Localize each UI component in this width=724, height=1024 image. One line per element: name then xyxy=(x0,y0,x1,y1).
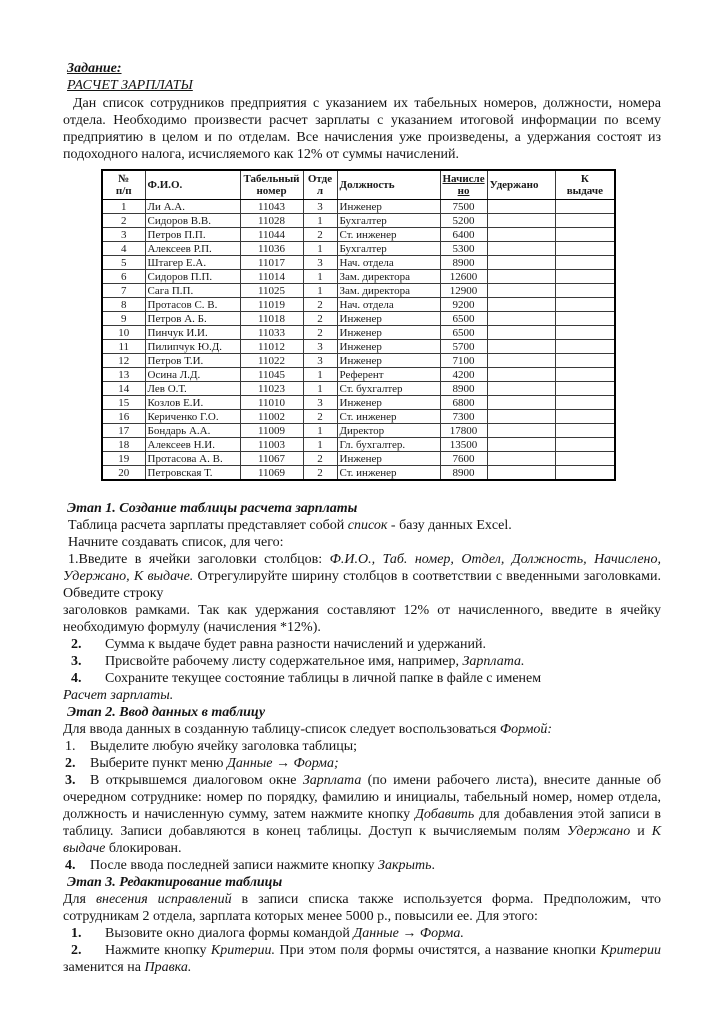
table-cell: Ст. инженер xyxy=(337,410,440,424)
intro-section xyxy=(63,95,661,163)
text-run: - базу данных Excel. xyxy=(387,518,512,533)
table-cell xyxy=(555,256,615,270)
table-row xyxy=(102,312,615,326)
table-cell: 11012 xyxy=(240,340,303,354)
text-run: список xyxy=(347,518,388,533)
text-run: Начните создавать список, для чего: xyxy=(68,535,284,550)
table-cell xyxy=(487,424,555,438)
table-cell: 4 xyxy=(102,242,145,256)
table-cell: 6400 xyxy=(440,228,487,242)
text-run: в записи списка также используется форма. Предположим, что сотрудникам 2 отдела, зарплата которых менее 5000 р., повысили ее. Для этого: xyxy=(63,892,661,924)
text-run: Сумма к выдаче будет равна разности начислений и удержаний. xyxy=(105,637,486,652)
table-cell: 13 xyxy=(102,368,145,382)
table-cell: Сага П.П. xyxy=(145,284,240,298)
table-row xyxy=(102,382,615,396)
table-cell: 11022 xyxy=(240,354,303,368)
column-header-label: Должность xyxy=(339,179,395,191)
table-cell: 11028 xyxy=(240,214,303,228)
table-cell xyxy=(487,298,555,312)
text-run: Критерии xyxy=(600,943,661,958)
text-run: Правка. xyxy=(144,960,192,975)
table-cell: 1 xyxy=(102,200,145,214)
table-cell: 2 xyxy=(303,410,337,424)
table-cell: Ст. инженер xyxy=(337,228,440,242)
column-header xyxy=(303,170,337,200)
table-cell: 1 xyxy=(303,368,337,382)
table-cell xyxy=(487,270,555,284)
table-cell: 12900 xyxy=(440,284,487,298)
text-run: После ввода последней записи нажмите кнопку xyxy=(90,858,379,873)
table-cell xyxy=(487,466,555,481)
table-cell: 1 xyxy=(303,438,337,452)
text-run: Добавить xyxy=(414,807,475,822)
table-cell: 13500 xyxy=(440,438,487,452)
table-cell: 11009 xyxy=(240,424,303,438)
table-cell: 3 xyxy=(303,200,337,214)
doc-title: Задание: xyxy=(67,61,122,76)
table-cell: 11023 xyxy=(240,382,303,396)
table-cell: 6 xyxy=(102,270,145,284)
text-run: Для ввода данных в созданную таблицу-список следует воспользоваться xyxy=(63,722,500,737)
table-cell xyxy=(555,396,615,410)
text-run: Выделите любую ячейку заголовка таблицы; xyxy=(90,739,358,754)
column-header-label: Табельный номер xyxy=(243,173,300,197)
table-cell xyxy=(555,312,615,326)
text-run: Ф.И.О., Таб. номер, Отдел, Должность, Начислено, Удержано, К выдаче. xyxy=(63,552,661,584)
table-row xyxy=(102,228,615,242)
text-run: Сохраните текущее состояние таблицы в личной папке в файле с именем xyxy=(105,671,542,686)
table-cell xyxy=(487,354,555,368)
paragraph xyxy=(63,721,661,738)
table-cell: 11017 xyxy=(240,256,303,270)
paragraph xyxy=(63,602,661,636)
table-cell: Алексеев Р.П. xyxy=(145,242,240,256)
table-cell xyxy=(487,242,555,256)
table-cell xyxy=(555,354,615,368)
table-cell: Бондарь А.А. xyxy=(145,424,240,438)
table-row xyxy=(102,256,615,270)
table-cell: 16 xyxy=(102,410,145,424)
table-row xyxy=(102,368,615,382)
column-header xyxy=(145,170,240,200)
table-cell xyxy=(555,298,615,312)
table-cell: Референт xyxy=(337,368,440,382)
list-item xyxy=(63,755,661,772)
list-item xyxy=(63,772,661,857)
table-cell xyxy=(487,438,555,452)
table-cell xyxy=(487,214,555,228)
table-cell: Алексеев Н.И. xyxy=(145,438,240,452)
column-header-label: Начисле но xyxy=(442,173,485,197)
table-cell: Протасов С. В. xyxy=(145,298,240,312)
table-cell: Осина Л.Д. xyxy=(145,368,240,382)
table-cell: 2 xyxy=(303,326,337,340)
table-cell: 12600 xyxy=(440,270,487,284)
table-cell: 17 xyxy=(102,424,145,438)
table-cell: 20 xyxy=(102,466,145,481)
table-cell: Инженер xyxy=(337,340,440,354)
table-cell: 11043 xyxy=(240,200,303,214)
table-cell xyxy=(487,312,555,326)
text-run: Выберите пункт меню xyxy=(90,756,227,771)
table-cell xyxy=(487,382,555,396)
table-cell: Петровская Т. xyxy=(145,466,240,481)
list-number: 3. xyxy=(71,654,82,669)
section-heading xyxy=(63,874,661,891)
table-cell: Зам. директора xyxy=(337,270,440,284)
table-row xyxy=(102,284,615,298)
text-run: При этом поля формы очистятся, а название кнопки xyxy=(275,943,601,958)
table-cell: Пилипчук Ю.Д. xyxy=(145,340,240,354)
salary-table xyxy=(101,169,616,481)
table-cell: 7 xyxy=(102,284,145,298)
table-row xyxy=(102,410,615,424)
table-cell: 11019 xyxy=(240,298,303,312)
table-cell: 11033 xyxy=(240,326,303,340)
text-run: блокирован. xyxy=(105,841,182,856)
list-item xyxy=(63,942,661,976)
text-run: Присвойте рабочему листу содержательное имя, например, xyxy=(105,654,463,669)
text-run: Дан список сотрудников предприятия с указанием их табельных номеров, должности, номера отдела. Необходимо произвести расчет зарплаты с указанием итоговой информации по всему предприятию в целом и по отделам. Все начисления уже произведены, а удержания состоят из подоходного налога, исчисляемого как 12% от суммы начислений. xyxy=(63,96,661,162)
table-cell: 2 xyxy=(303,298,337,312)
table-cell: 9200 xyxy=(440,298,487,312)
text-run: (по имени рабочего листа), внесите данные об очередном сотруднике: номер по порядку, фамилию и инициалы, табельный номер, номер отдела, должность и начисленную сумму, затем нажмите кнопку xyxy=(63,773,662,822)
text-run: В открывшемся диалоговом окне xyxy=(90,773,303,788)
column-header-label: К выдаче xyxy=(566,173,603,197)
text-run: Зарплата xyxy=(302,773,362,788)
table-cell: 14 xyxy=(102,382,145,396)
table-cell xyxy=(487,340,555,354)
column-header xyxy=(555,170,615,200)
text-run: Удержано xyxy=(567,824,631,839)
paragraph xyxy=(63,551,661,602)
list-item xyxy=(63,670,661,687)
table-cell: Зам. директора xyxy=(337,284,440,298)
table-cell xyxy=(555,382,615,396)
list-number: 1. xyxy=(71,926,82,941)
text-run: Расчет зарплаты. xyxy=(63,688,174,703)
text-run: Для xyxy=(63,892,96,907)
table-cell: 11044 xyxy=(240,228,303,242)
table-cell: Гл. бухгалтер. xyxy=(337,438,440,452)
table-row xyxy=(102,270,615,284)
table-cell xyxy=(487,200,555,214)
text-run: заменится на xyxy=(63,960,145,975)
table-cell: 1 xyxy=(303,424,337,438)
table-cell: Инженер xyxy=(337,452,440,466)
table-cell: 8900 xyxy=(440,466,487,481)
text-run: Данные → Форма; xyxy=(226,756,339,771)
table-cell: 11003 xyxy=(240,438,303,452)
paragraph xyxy=(63,687,661,704)
table-cell xyxy=(555,466,615,481)
table-row xyxy=(102,340,615,354)
table-cell: 11069 xyxy=(240,466,303,481)
table-cell: Лев О.Т. xyxy=(145,382,240,396)
text-run: . xyxy=(431,858,435,873)
list-number: 3. xyxy=(65,773,76,788)
column-header-label: Ф.И.О. xyxy=(147,179,183,191)
table-cell: 7500 xyxy=(440,200,487,214)
table-cell: Пинчук И.И. xyxy=(145,326,240,340)
text-run: Закрыть xyxy=(378,858,432,873)
text-run: Вызовите окно диалога формы командой xyxy=(105,926,354,941)
table-cell xyxy=(555,452,615,466)
table-cell: 11018 xyxy=(240,312,303,326)
table-cell: 2 xyxy=(303,466,337,481)
table-cell: Бухгалтер xyxy=(337,214,440,228)
table-cell: Бухгалтер xyxy=(337,242,440,256)
table-cell: Инженер xyxy=(337,312,440,326)
table-cell xyxy=(555,424,615,438)
table-cell: 11067 xyxy=(240,452,303,466)
table-cell: 5200 xyxy=(440,214,487,228)
list-number: 4. xyxy=(71,671,82,686)
table-cell: Инженер xyxy=(337,354,440,368)
list-number: 2. xyxy=(71,943,82,958)
table-cell xyxy=(487,368,555,382)
table-row xyxy=(102,354,615,368)
table-cell xyxy=(555,228,615,242)
list-number: 2. xyxy=(65,756,76,771)
table-cell: 3 xyxy=(102,228,145,242)
header-row xyxy=(102,170,615,200)
table-cell: Кериченко Г.О. xyxy=(145,410,240,424)
table-cell: Инженер xyxy=(337,200,440,214)
table-cell xyxy=(555,410,615,424)
list-item xyxy=(63,738,661,755)
text-run: Нажмите кнопку xyxy=(105,943,211,958)
table-cell: 11036 xyxy=(240,242,303,256)
paragraph xyxy=(63,517,661,534)
table-cell: 15 xyxy=(102,396,145,410)
table-cell xyxy=(555,340,615,354)
table-cell xyxy=(555,326,615,340)
text-run: Данные → Форма. xyxy=(353,926,464,941)
table-cell: 2 xyxy=(102,214,145,228)
table-row xyxy=(102,452,615,466)
table-cell: 12 xyxy=(102,354,145,368)
table-cell: 1 xyxy=(303,242,337,256)
table-cell xyxy=(555,270,615,284)
table-cell: 6500 xyxy=(440,312,487,326)
table-cell xyxy=(555,284,615,298)
table-cell: 6500 xyxy=(440,326,487,340)
table-cell: Ст. бухгалтер xyxy=(337,382,440,396)
section-heading xyxy=(63,704,661,721)
list-number: 2. xyxy=(71,637,82,652)
table-cell xyxy=(555,368,615,382)
list-number: 4. xyxy=(65,858,76,873)
table-cell: 1 xyxy=(303,382,337,396)
table-cell: 11025 xyxy=(240,284,303,298)
table-body xyxy=(102,200,615,481)
table-cell: Нач. отдела xyxy=(337,298,440,312)
table-cell: 11002 xyxy=(240,410,303,424)
table-cell: 6800 xyxy=(440,396,487,410)
text-run: Отрегулируйте ширину столбцов в соответствии с введенными заголовками. Обведите строку xyxy=(63,569,661,601)
text-run: К выдаче xyxy=(63,824,661,856)
text-run: Таблица расчета зарплаты представляет собой xyxy=(68,518,348,533)
table-cell xyxy=(555,438,615,452)
table-cell: 10 xyxy=(102,326,145,340)
table-cell: 1 xyxy=(303,270,337,284)
table-cell xyxy=(487,410,555,424)
table-row xyxy=(102,438,615,452)
text-run: заголовков рамками. Так как удержания составляют 12% от начисленного, введите в ячейку необходимую формулу (начисления *12%). xyxy=(63,603,661,635)
table-cell: 11010 xyxy=(240,396,303,410)
table-cell: 4200 xyxy=(440,368,487,382)
table-cell: Инженер xyxy=(337,326,440,340)
table-cell: 2 xyxy=(303,452,337,466)
table-cell: Сидоров П.П. xyxy=(145,270,240,284)
table-cell xyxy=(555,242,615,256)
list-item xyxy=(63,925,661,942)
text-run: внесения исправлений xyxy=(95,892,232,907)
table-row xyxy=(102,214,615,228)
table-cell: 7600 xyxy=(440,452,487,466)
text-run: Зарплата. xyxy=(462,654,525,669)
paragraph xyxy=(63,95,661,163)
text-run: Критерии. xyxy=(210,943,276,958)
table-cell: 18 xyxy=(102,438,145,452)
table-cell: Инженер xyxy=(337,396,440,410)
list-item xyxy=(63,636,661,653)
table-cell: Директор xyxy=(337,424,440,438)
table-row xyxy=(102,424,615,438)
table-cell: 5700 xyxy=(440,340,487,354)
text-run: Этап 1. Создание таблицы расчета зарплаты xyxy=(67,501,358,516)
column-header-label: Удержано xyxy=(489,179,539,191)
table-row xyxy=(102,466,615,481)
table-cell: Протасова А. В. xyxy=(145,452,240,466)
table-cell: 2 xyxy=(303,228,337,242)
table-cell: 3 xyxy=(303,256,337,270)
doc-subtitle: РАСЧЕТ ЗАРПЛАТЫ xyxy=(67,78,193,93)
text-run: Этап 3. Редактирование таблицы xyxy=(67,875,283,890)
table-cell: Нач. отдела xyxy=(337,256,440,270)
list-item xyxy=(63,653,661,670)
text-run: и xyxy=(630,824,652,839)
table-cell: 2 xyxy=(303,312,337,326)
table-cell xyxy=(487,228,555,242)
table-cell: 11014 xyxy=(240,270,303,284)
table-cell: 1 xyxy=(303,284,337,298)
column-header-label: Отде л xyxy=(307,173,333,197)
instructions-section xyxy=(63,500,661,976)
table-row xyxy=(102,242,615,256)
column-header xyxy=(337,170,440,200)
table-cell xyxy=(487,452,555,466)
table-cell: 3 xyxy=(303,396,337,410)
section-heading xyxy=(63,500,661,517)
table-header xyxy=(102,170,615,200)
table-cell: 8900 xyxy=(440,256,487,270)
table-cell: Петров П.П. xyxy=(145,228,240,242)
column-header xyxy=(240,170,303,200)
table-cell: Ли А.А. xyxy=(145,200,240,214)
table-cell xyxy=(487,326,555,340)
paragraph xyxy=(63,534,661,551)
table-cell xyxy=(487,396,555,410)
table-cell: 3 xyxy=(303,354,337,368)
table-cell: Ст. инженер xyxy=(337,466,440,481)
table-cell: 11045 xyxy=(240,368,303,382)
table-cell xyxy=(487,284,555,298)
column-header xyxy=(440,170,487,200)
text-run: Этап 2. Ввод данных в таблицу xyxy=(67,705,266,720)
table-cell: 3 xyxy=(303,340,337,354)
list-number: 1. xyxy=(65,739,76,754)
list-item xyxy=(63,857,661,874)
column-header-label: № п/п xyxy=(115,173,132,197)
table-cell: 9 xyxy=(102,312,145,326)
table-row xyxy=(102,298,615,312)
table-cell: 17800 xyxy=(440,424,487,438)
table-cell: Штагер Е.А. xyxy=(145,256,240,270)
table-cell xyxy=(555,200,615,214)
table-cell: 7300 xyxy=(440,410,487,424)
column-header xyxy=(102,170,145,200)
table-cell xyxy=(555,214,615,228)
text-run: для добавления этой записи в таблицу. Записи добавляются в конец таблицы. Доступ к вычисляемым полям xyxy=(63,807,661,839)
table-cell: 19 xyxy=(102,452,145,466)
table-cell: 7100 xyxy=(440,354,487,368)
text-run: 1.Введите в ячейки заголовки столбцов: xyxy=(68,552,330,567)
paragraph xyxy=(63,891,661,925)
table-row xyxy=(102,200,615,214)
table-cell: Петров Т.И. xyxy=(145,354,240,368)
table-cell: 8900 xyxy=(440,382,487,396)
table-cell: 1 xyxy=(303,214,337,228)
table-cell: Сидоров В.В. xyxy=(145,214,240,228)
table-cell: 8 xyxy=(102,298,145,312)
table-cell: 5 xyxy=(102,256,145,270)
table-cell: Петров А. Б. xyxy=(145,312,240,326)
table-cell: Козлов Е.И. xyxy=(145,396,240,410)
table-cell xyxy=(487,256,555,270)
text-run: Формой: xyxy=(499,722,553,737)
column-header xyxy=(487,170,555,200)
table-cell: 5300 xyxy=(440,242,487,256)
table-row xyxy=(102,326,615,340)
table-row xyxy=(102,396,615,410)
table-cell: 11 xyxy=(102,340,145,354)
